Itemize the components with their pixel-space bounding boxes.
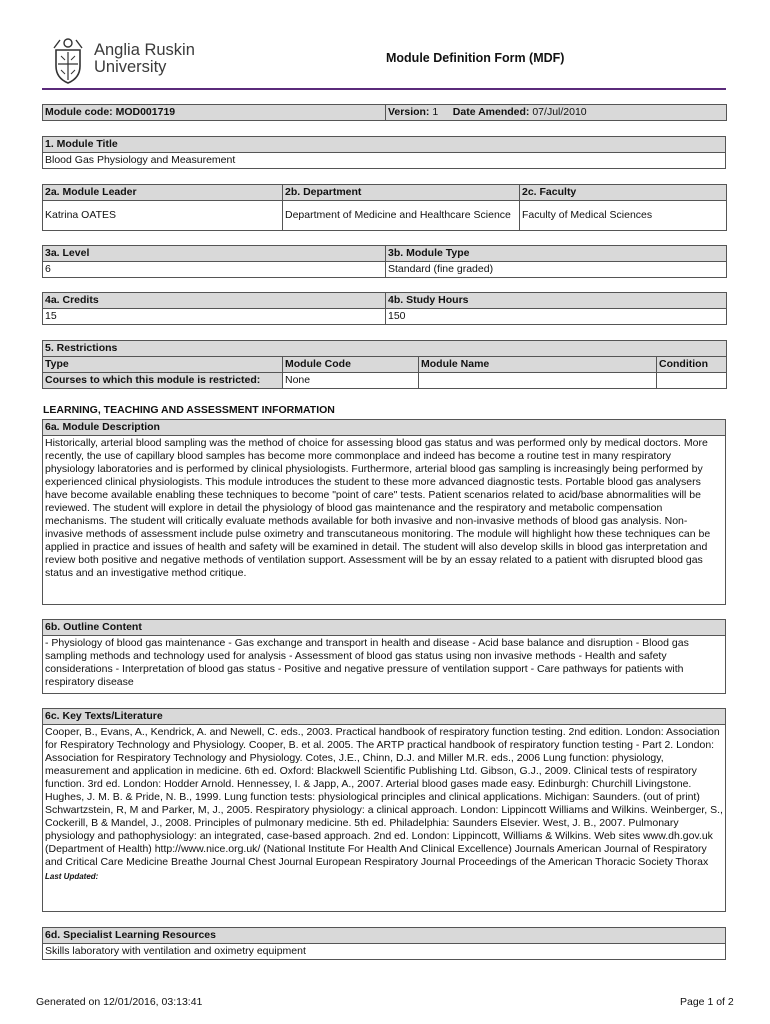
university-name-line1: Anglia Ruskin xyxy=(94,41,195,59)
form-title: Module Definition Form (MDF) xyxy=(386,51,565,65)
leader-heading: 2a. Module Leader xyxy=(43,185,283,201)
restrictions-col-type: Type xyxy=(43,357,283,373)
restrictions-row-label: Courses to which this module is restricted: xyxy=(43,373,283,389)
resources-heading: 6d. Specialist Learning Resources xyxy=(43,928,726,944)
level-heading: 3a. Level xyxy=(43,246,386,262)
university-name-line2: University xyxy=(94,58,167,76)
module-title-heading: 1. Module Title xyxy=(43,137,726,153)
key-texts-heading: 6c. Key Texts/Literature xyxy=(43,709,726,725)
credits-table xyxy=(42,292,727,325)
faculty-heading: 2c. Faculty xyxy=(520,185,727,201)
description-text: Historically, arterial blood sampling was the method of choice for assessing blood gas status and was performed only by medical doctors. More recently, the use of capillary blood samples has become more commonplace and indeed has become a routine test in many respiratory physiology laboratories and is performed by clinical physiologists. Furthermore, arterial blood gas sampling is increasingly being performed by experienced clinical physiologists. This module introduces the student to these more advanced diagnostic tests. Portable blood gas analysers have become available enabling these techniques to become "point of care" tests. Patient scenarios related to acid/base abnormalities will be reviewed. The student will explore in detail the physiology of blood gas maintenance and the respiratory and metabolic compensation mechanisms. The student will critically evaluate methods available for both invasive and non-invasive methods of blood gas analysis. Non-invasive methods of assessment include pulse oximetry and transcutaneous monitoring. The module will highlight how these techniques can be applied in practice and issues of health and safety will be examined in detail. The student will also develop skills in blood gas interpretation and review both positive and negative methods of ventilation support. Assessment will be by an essay related to a patient with disrupted blood gas status and an investigative method critique. xyxy=(43,436,726,605)
module-title-table xyxy=(42,136,726,169)
key-texts-text: Cooper, B., Evans, A., Kendrick, A. and Newell, C. eds., 2003. Practical handbook of respiratory function testing. 2nd edition. London: Association for Respiratory Technology and Physiology. Cooper, B. et al. 2005. The ARTP practical handbook of respiratory function testing - Part 2. London: Association for Respiratory Technology and Physiology. Cotes, J.E., Chinn, D.J. and Miller M.R. eds., 2006 Lung function: physiology, measurement and application in medicine. 6th ed. Oxford: Blackwell Scientific Publishing Ltd. Gibson, G.J., 2009. Clinical tests of respiratory function. 3rd ed. London: Hodder Arnold. Hennessey, I. & Japp, A., 2007. Arterial blood gases made easy. Edinburgh: Churchill Livingstone. Hughes, J. M. B. & Pride, N. B., 1999. Lung function tests: physiological principles and clinical applications. Michigan: Saunders. (out of print) Schwartzstein, R, M and Parker, M, J., 2005. Respiratory physiology: a clinical approach. London: Lippincott Williams and Wilkins. Weinberger, S., Cockerill, B & Mandel, J., 2008. Principles of pulmonary medicine. 5th ed. Philadelphia: Saunders Elsevier. West, J. B., 2007. Pulmonary physiology and pathophysiology: an integrated, case-based approach. 2nd ed. London: Lippincott, Williams & Wilkins. Web sites www.dh.gov.uk (Department of Health) http://www.nice.org.uk/ (National Institute For Health And Clinical Excellence) Journals American Journal of Respiratory and Critical Care Medicine Breathe Journal Chest Journal European Respiratory Journal Proceedings of the American Thoracic Society Thorax xyxy=(45,726,723,868)
module-code: Module code: MOD001719 xyxy=(43,105,386,121)
credits-value: 15 xyxy=(43,309,386,325)
last-updated-label: Last Updated: xyxy=(45,872,99,881)
restrictions-row-name xyxy=(419,373,657,389)
module-title-value: Blood Gas Physiology and Measurement xyxy=(43,153,726,169)
module-type-heading: 3b. Module Type xyxy=(386,246,727,262)
restrictions-heading: 5. Restrictions xyxy=(43,341,727,357)
level-value: 6 xyxy=(43,262,386,278)
date-amended-label: Date Amended: xyxy=(452,106,530,118)
university-name xyxy=(94,42,195,76)
restrictions-table xyxy=(42,340,727,389)
study-hours-value: 150 xyxy=(386,309,727,325)
resources-text: Skills laboratory with ventilation and oximetry equipment xyxy=(43,944,726,960)
department-value: Department of Medicine and Healthcare Science xyxy=(283,201,520,231)
key-texts-cell xyxy=(43,725,726,912)
restrictions-col-name: Module Name xyxy=(419,357,657,373)
leader-value: Katrina OATES xyxy=(43,201,283,231)
version-label: Version: xyxy=(388,106,430,118)
faculty-value: Faculty of Medical Sciences xyxy=(520,201,727,231)
restrictions-row-condition xyxy=(657,373,727,389)
header-rule xyxy=(42,88,726,90)
outline-heading: 6b. Outline Content xyxy=(43,620,726,636)
description-heading: 6a. Module Description xyxy=(43,420,726,436)
study-hours-heading: 4b. Study Hours xyxy=(386,293,727,309)
outline-table xyxy=(42,619,726,694)
restrictions-col-condition: Condition xyxy=(657,357,727,373)
level-table xyxy=(42,245,727,278)
leader-table xyxy=(42,184,727,231)
resources-table xyxy=(42,927,726,960)
credits-heading: 4a. Credits xyxy=(43,293,386,309)
restrictions-col-code: Module Code xyxy=(283,357,419,373)
generated-timestamp: Generated on 12/01/2016, 03:13:41 xyxy=(36,996,203,1008)
key-texts-table xyxy=(42,708,726,912)
lta-heading: LEARNING, TEACHING AND ASSESSMENT INFORMATION xyxy=(43,404,335,416)
version-value: 1 xyxy=(432,106,439,118)
version-date-cell xyxy=(386,105,727,121)
module-type-value: Standard (fine graded) xyxy=(386,262,727,278)
description-table xyxy=(42,419,726,605)
restrictions-row-code: None xyxy=(283,373,419,389)
date-amended-value: 07/Jul/2010 xyxy=(532,106,587,118)
crest-icon xyxy=(50,36,86,84)
department-heading: 2b. Department xyxy=(283,185,520,201)
outline-text: - Physiology of blood gas maintenance - Gas exchange and transport in health and disease - Acid base balance and disruption - Blood gas sampling methods and technology used for analysis - Assessment of blood gas status using non invasive methods - Health and safety considerations - Interpretation of blood gas status - Positive and negative pressure of ventilation support - Care pathways for patients with respiratory disease xyxy=(43,636,726,694)
page-number: Page 1 of 2 xyxy=(680,996,734,1008)
university-logo xyxy=(50,36,210,86)
module-info-table xyxy=(42,104,727,121)
